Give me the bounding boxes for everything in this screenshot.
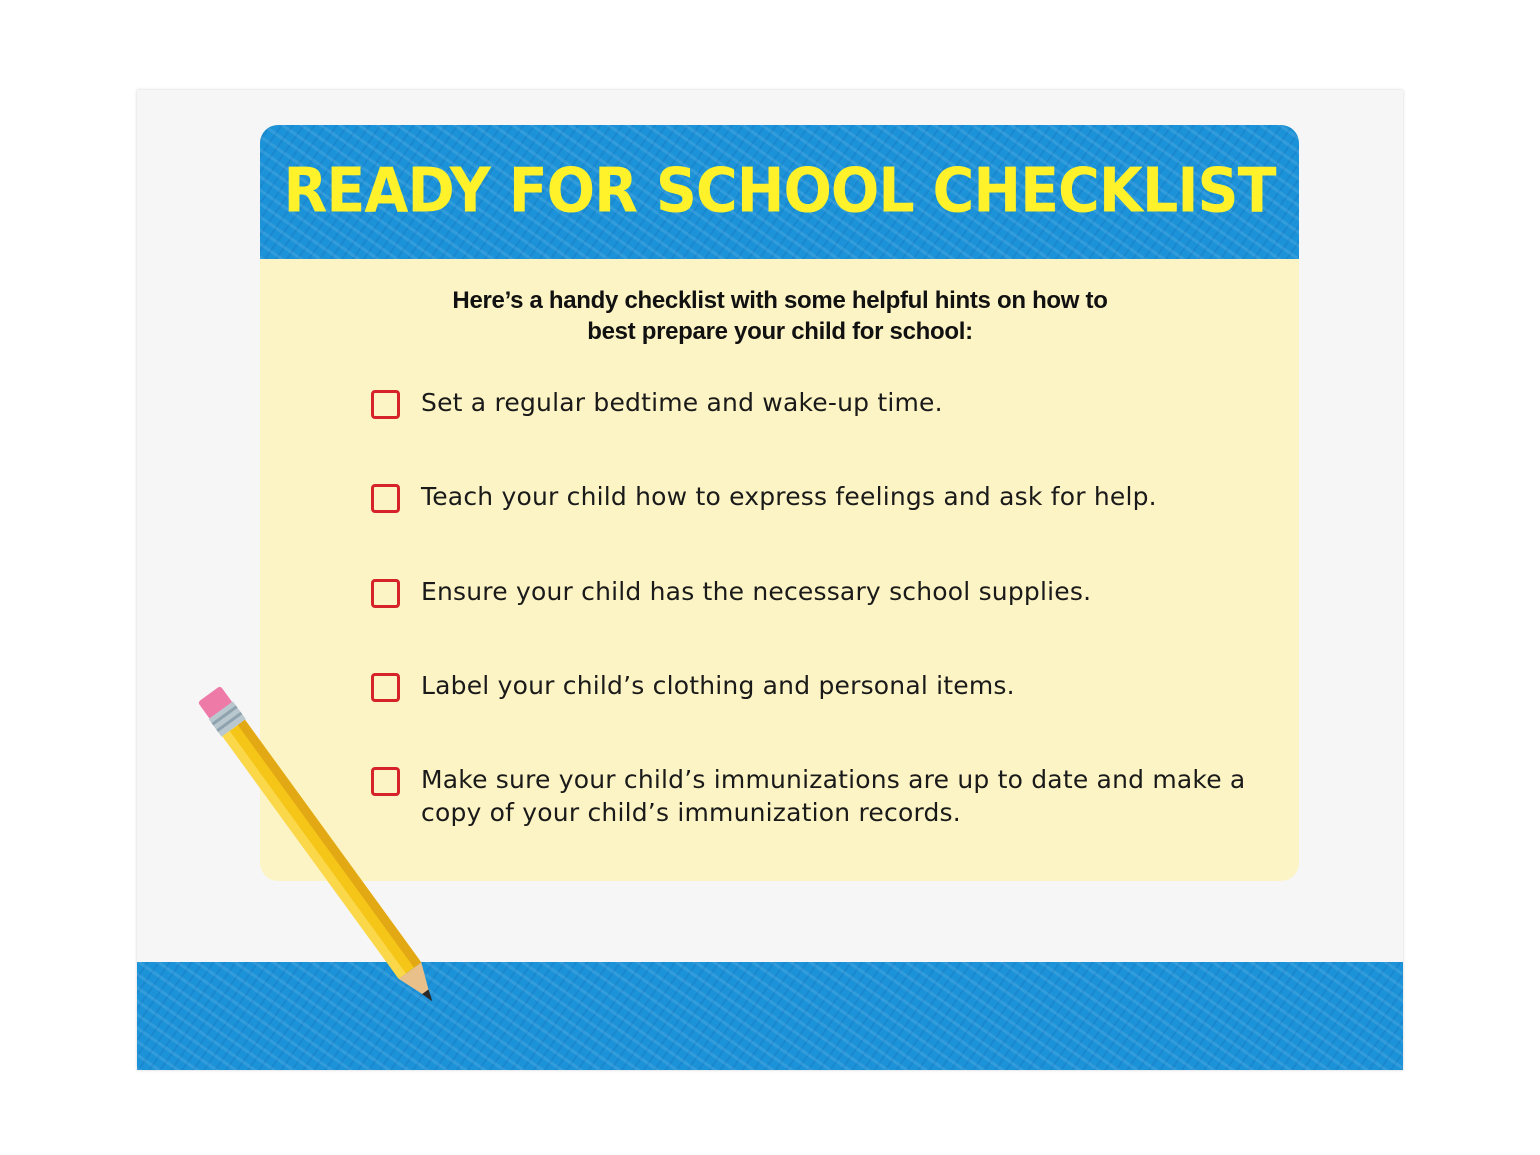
intro-text <box>400 285 1160 347</box>
intro-line-1: Here’s a handy checklist with some helpful hints on how to <box>452 287 1108 314</box>
checkbox-icon[interactable] <box>371 390 400 419</box>
pencil-icon <box>195 680 445 1020</box>
checklist-item-text: Label your child’s clothing and personal items. <box>421 671 1015 700</box>
checklist-item-text: Make sure your child’s immunizations are up to date and make a copy of your child’s immunization records. <box>421 765 1246 827</box>
checklist-item-text: Teach your child how to express feelings and ask for help. <box>421 482 1157 511</box>
checklist-item-text: Ensure your child has the necessary school supplies. <box>421 577 1092 606</box>
page-title: READY FOR SCHOOL CHECKLIST <box>283 155 1276 227</box>
checkbox-icon[interactable] <box>371 484 400 513</box>
intro-line-2: best prepare your child for school: <box>587 318 973 345</box>
checkbox-icon[interactable] <box>371 579 400 608</box>
card-header <box>260 125 1299 259</box>
checklist-item-text: Set a regular bedtime and wake-up time. <box>421 388 943 417</box>
